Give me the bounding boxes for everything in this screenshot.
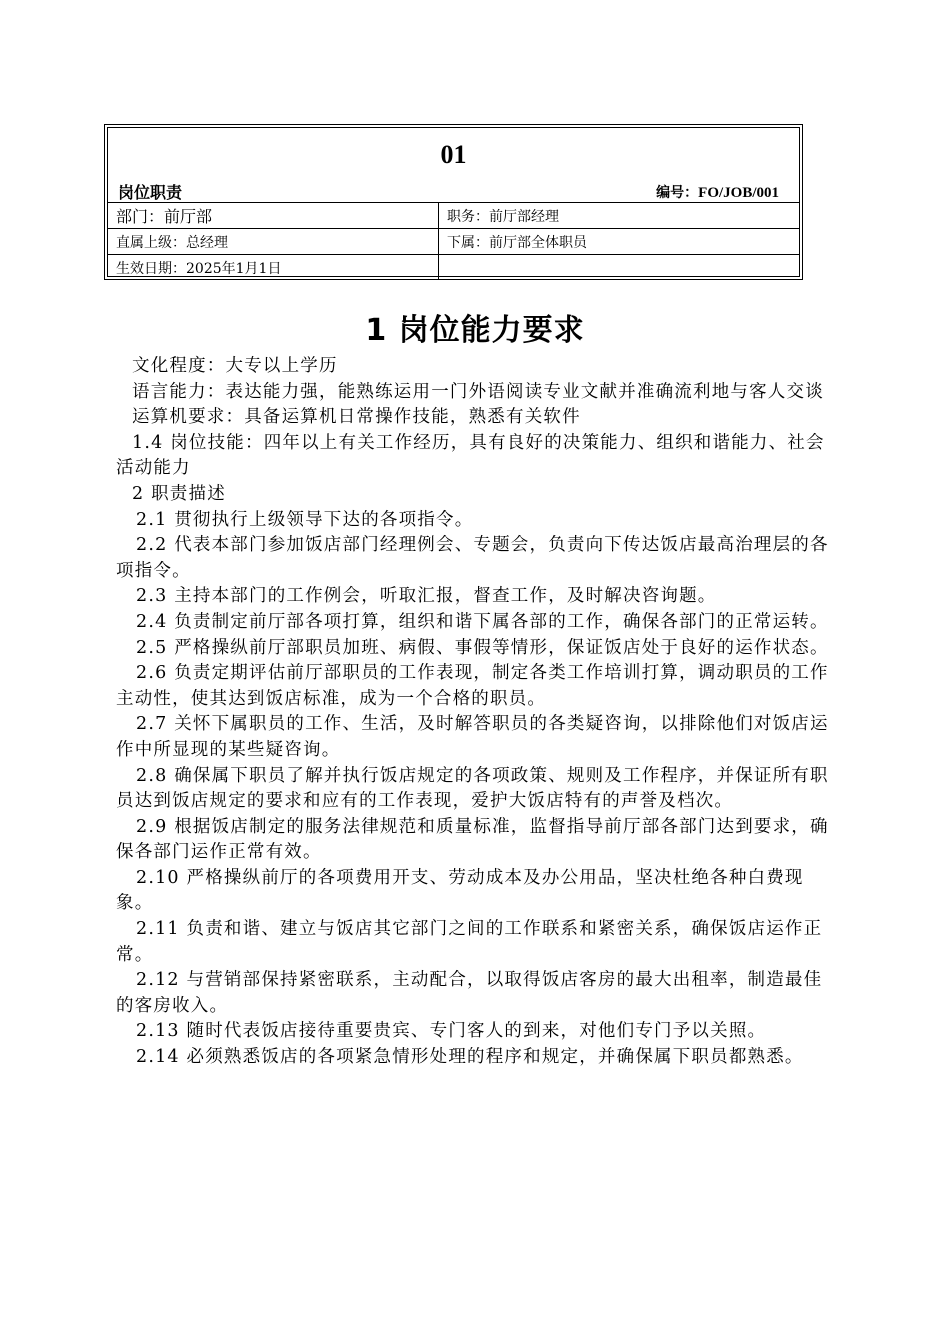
header-row-3 bbox=[108, 254, 799, 280]
header-info-grid bbox=[108, 202, 799, 276]
duty-item: 2.11 负责和谐、建立与饭店其它部门之间的工作联系和紧密关系，确保饭店运作正常。 bbox=[116, 919, 823, 965]
duty-item: 2.3 主持本部门的工作例会，听取汇报，督查工作，及时解决咨询题。 bbox=[136, 586, 717, 607]
duty-item: 2.2 代表本部门参加饭店部门经理例会、专题会，负责向下传达饭店最高治理层的各项指令。 bbox=[116, 535, 829, 581]
position-cell: 职务：前厅部经理 bbox=[447, 208, 559, 225]
department-cell: 部门：前厅部 bbox=[108, 203, 439, 228]
header-table bbox=[104, 124, 803, 280]
requirement-skills: 1.4 岗位技能：四年以上有关工作经历，具有良好的决策能力、组织和谐能力、社会活动能力 bbox=[116, 432, 825, 479]
duty-item: 2.14 必须熟悉饭店的各项紧急情形处理的程序和规定，并确保属下职员都熟悉。 bbox=[136, 1047, 804, 1068]
superior-cell: 直属上级：总经理 bbox=[108, 229, 439, 254]
effective-date-cell: 生效日期：2025年1月1日 bbox=[108, 255, 439, 280]
document-code-label: 编号： bbox=[656, 185, 699, 201]
header-subtitle-row bbox=[108, 180, 799, 204]
document-body bbox=[116, 354, 832, 1071]
duty-item: 2.5 严格操纵前厅部职员加班、病假、事假等情形，保证饭店处于良好的运作状态。 bbox=[136, 637, 829, 658]
requirement-computer: 运算机要求：具备运算机日常操作技能，熟悉有关软件 bbox=[132, 407, 581, 428]
header-row-2 bbox=[108, 228, 799, 254]
empty-cell bbox=[439, 255, 799, 280]
duty-item: 2.10 严格操纵前厅的各项费用开支、劳动成本及办公用品，坚决杜绝各种白费现象。 bbox=[116, 867, 804, 914]
duty-item: 2.7 关怀下属职员的工作、生活，及时解答职员的各类疑咨询，以排除他们对饭店运作中所显现的某些疑咨询。 bbox=[116, 714, 829, 760]
duty-item: 2.13 随时代表饭店接待重要贵宾、专门客人的到来，对他们专门予以关照。 bbox=[136, 1021, 767, 1042]
document-number: 01 bbox=[440, 140, 467, 169]
header-row-1 bbox=[108, 202, 799, 228]
document-code bbox=[656, 182, 779, 202]
header-inner-border bbox=[107, 127, 800, 277]
duty-item: 2.12 与营销部保持紧密联系，主动配合，以取得饭店客房的最大出租率，制造最佳的客房收入。 bbox=[116, 970, 823, 1016]
document-code-value: FO/JOB/001 bbox=[698, 185, 779, 201]
duty-item: 2.1 贯彻执行上级领导下达的各项指令。 bbox=[136, 509, 474, 530]
duty-item: 2.9 根据饭店制定的服务法律规范和质量标准，监督指导前厅部各部门达到要求，确保各部门运作正常有效。 bbox=[116, 816, 829, 863]
requirement-language: 语言能力：表达能力强，能熟练运用一门外语阅读专业文献并准确流利地与客人交谈 bbox=[132, 381, 824, 402]
document-title: 岗位职责 bbox=[118, 183, 183, 202]
duties-heading: 2 职责描述 bbox=[132, 483, 226, 504]
subordinates-cell: 下属：前厅部全体职员 bbox=[447, 234, 587, 251]
section-title: 1 岗位能力要求 bbox=[365, 313, 585, 348]
duty-item: 2.8 确保属下职员了解并执行饭店规定的各项政策、规则及工作程序，并保证所有职员达到饭店规定的要求和应有的工作表现，爱护大饭店特有的声誉及档次。 bbox=[116, 765, 829, 812]
duty-item: 2.4 负责制定前厅部各项打算，组织和谐下属各部的工作，确保各部门的正常运转。 bbox=[136, 611, 829, 632]
duty-item: 2.6 负责定期评估前厅部职员的工作表现，制定各类工作培训打算，调动职员的工作主动性，使其达到饭店标准，成为一个合格的职员。 bbox=[116, 663, 829, 709]
requirement-education: 文化程度：大专以上学历 bbox=[132, 356, 338, 376]
